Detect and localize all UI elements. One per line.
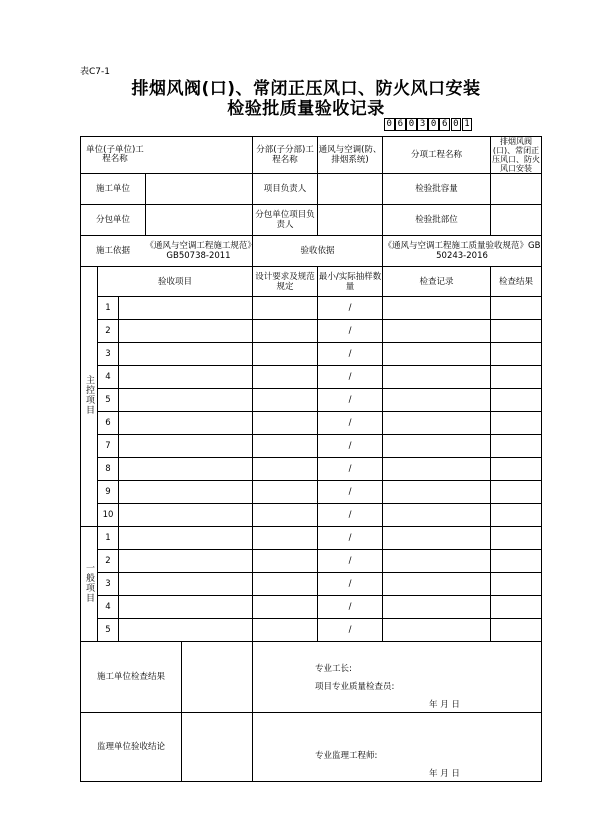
item-cell[interactable] [119, 481, 253, 504]
sample-cell[interactable]: / [318, 504, 383, 527]
table-row [81, 366, 542, 389]
record-cell[interactable] [383, 435, 491, 458]
item-cell[interactable] [119, 320, 253, 343]
record-cell[interactable] [383, 504, 491, 527]
acceptance-basis-label: 验收依据 [253, 236, 383, 267]
result-cell[interactable] [491, 619, 542, 642]
row-number: 1 [98, 527, 119, 550]
design-cell[interactable] [253, 320, 318, 343]
contractor-label: 施工单位 [95, 184, 130, 194]
batch-capacity-label: 检验批容量 [383, 174, 491, 205]
supervisor-check-row [81, 713, 542, 782]
record-cell[interactable] [383, 297, 491, 320]
record-cell[interactable] [383, 527, 491, 550]
item-cell[interactable] [119, 619, 253, 642]
code-digit: 0 [428, 118, 439, 131]
code-digit: 0 [406, 118, 417, 131]
sample-cell[interactable]: / [318, 527, 383, 550]
date-label: 年 月 日 [429, 700, 460, 710]
design-cell[interactable] [253, 343, 318, 366]
table-row [81, 435, 542, 458]
table-row [81, 389, 542, 412]
result-cell[interactable] [491, 435, 542, 458]
unit-name-label: 单位(子单位)工程名称 [81, 137, 253, 174]
pm-label: 项目负责人 [253, 174, 318, 205]
code-digit: 1 [462, 118, 473, 131]
table-row [81, 504, 542, 527]
design-cell[interactable] [253, 619, 318, 642]
design-cell[interactable] [253, 389, 318, 412]
design-cell[interactable] [253, 596, 318, 619]
item-cell[interactable] [119, 412, 253, 435]
page-subtitle: 检验批质量验收记录 [227, 99, 385, 119]
signature-area[interactable] [253, 713, 542, 782]
sample-cell[interactable]: / [318, 343, 383, 366]
item-cell[interactable] [119, 435, 253, 458]
basis-value: 《通风与空调工程施工规范》GB50738-2011 [145, 241, 252, 261]
row-number: 10 [98, 504, 119, 527]
item-cell[interactable] [119, 573, 253, 596]
result-cell[interactable] [491, 481, 542, 504]
design-cell[interactable] [253, 458, 318, 481]
inspection-form [80, 136, 542, 782]
sub-pm-value[interactable] [318, 205, 383, 236]
result-cell[interactable] [491, 458, 542, 481]
sample-cell[interactable]: / [318, 619, 383, 642]
row-number: 5 [98, 619, 119, 642]
contractor-check-label: 施工单位检查结果 [96, 672, 165, 682]
sample-cell[interactable]: / [318, 435, 383, 458]
inspector-label: 项目专业质量检查员: [315, 682, 395, 692]
engineer-label: 专业监理工程师: [315, 751, 378, 761]
sample-cell[interactable]: / [318, 458, 383, 481]
page-title: 排烟风阀(口)、常闭正压风口、防火风口安装 [131, 79, 481, 99]
sample-cell[interactable]: / [318, 389, 383, 412]
row-number: 8 [98, 458, 119, 481]
contractor-row [81, 174, 253, 205]
row-number: 3 [98, 343, 119, 366]
col-record: 检查记录 [383, 267, 491, 297]
col-result: 检查结果 [491, 267, 542, 297]
batch-location-label: 检验批部位 [383, 205, 491, 236]
result-cell[interactable] [491, 389, 542, 412]
result-cell[interactable] [491, 343, 542, 366]
row-number: 9 [98, 481, 119, 504]
code-digit: 6 [395, 118, 406, 131]
result-cell[interactable] [491, 366, 542, 389]
item-cell[interactable] [119, 343, 253, 366]
design-cell[interactable] [253, 573, 318, 596]
contractor-value[interactable] [145, 174, 252, 204]
design-cell[interactable] [253, 550, 318, 573]
record-cell[interactable] [383, 366, 491, 389]
table-row [81, 320, 542, 343]
table-row [81, 458, 542, 481]
row-number: 2 [98, 550, 119, 573]
result-cell[interactable] [491, 573, 542, 596]
contractor-check-row [81, 642, 542, 713]
record-cell[interactable] [383, 573, 491, 596]
record-cell[interactable] [383, 343, 491, 366]
record-cell[interactable] [383, 412, 491, 435]
signature-area[interactable] [253, 642, 542, 713]
row-number: 6 [98, 412, 119, 435]
col-item: 验收项目 [98, 267, 253, 297]
design-cell[interactable] [253, 435, 318, 458]
subitem-value[interactable]: 排烟风阀(口)、常闭正压风口、防火风口安装 [492, 137, 541, 173]
table-row [81, 297, 542, 320]
col-sample: 最小/实际抽样数量 [318, 267, 383, 297]
subcontractor-label: 分包单位 [95, 215, 130, 225]
item-cell[interactable] [119, 504, 253, 527]
table-row [81, 619, 542, 642]
design-cell[interactable] [253, 297, 318, 320]
basis-label: 施工依据 [95, 246, 130, 256]
record-cell[interactable] [383, 481, 491, 504]
foreman-label: 专业工长: [315, 664, 352, 674]
row-number: 3 [98, 573, 119, 596]
item-cell[interactable] [119, 297, 253, 320]
record-cell[interactable] [383, 458, 491, 481]
record-cell[interactable] [383, 619, 491, 642]
record-cell[interactable] [383, 550, 491, 573]
result-cell[interactable] [491, 527, 542, 550]
sample-cell[interactable]: / [318, 297, 383, 320]
design-cell[interactable] [253, 527, 318, 550]
sample-cell[interactable]: / [318, 320, 383, 343]
division-value[interactable]: 通风与空调(防、排烟系统) [318, 137, 383, 174]
subcontractor-value[interactable] [145, 205, 252, 235]
result-cell[interactable] [491, 596, 542, 619]
main-group-label: 主控项目 [84, 375, 94, 415]
result-cell[interactable] [491, 297, 542, 320]
result-cell[interactable] [491, 412, 542, 435]
general-group-label: 一般项目 [84, 562, 94, 603]
design-cell[interactable] [253, 366, 318, 389]
row-number: 4 [98, 366, 119, 389]
acceptance-basis-value: 《通风与空调工程施工质量验收规范》GB 50243-2016 [383, 236, 542, 267]
pm-value[interactable] [318, 174, 383, 205]
design-cell[interactable] [253, 412, 318, 435]
code-digit: 6 [439, 118, 450, 131]
row-number: 5 [98, 389, 119, 412]
division-label: 分部(子分部)工程名称 [253, 137, 318, 174]
row-number: 1 [98, 297, 119, 320]
item-cell[interactable] [119, 550, 253, 573]
basis-row [81, 236, 253, 267]
form-number: 表C7-1 [80, 67, 110, 77]
code-digit: 0 [451, 118, 462, 131]
row-number: 7 [98, 435, 119, 458]
table-row [81, 573, 542, 596]
record-cell[interactable] [383, 389, 491, 412]
code-digit: 0 [384, 118, 395, 131]
col-design: 设计要求及规范规定 [253, 267, 318, 297]
subcontractor-row [81, 205, 253, 236]
sample-cell[interactable]: / [318, 366, 383, 389]
item-cell[interactable] [119, 366, 253, 389]
code-digit: 3 [417, 118, 428, 131]
item-cell[interactable] [119, 596, 253, 619]
batch-location-value[interactable] [491, 205, 542, 236]
record-cell[interactable] [383, 596, 491, 619]
sample-cell[interactable]: / [318, 573, 383, 596]
supervisor-check-label: 监理单位验收结论 [96, 742, 165, 752]
design-cell[interactable] [253, 481, 318, 504]
sample-cell[interactable]: / [318, 412, 383, 435]
item-cell[interactable] [119, 527, 253, 550]
sub-pm-label: 分包单位项目负责人 [253, 205, 318, 236]
record-cell[interactable] [383, 320, 491, 343]
row-number: 2 [98, 320, 119, 343]
batch-capacity-value[interactable] [491, 174, 542, 205]
date-label: 年 月 日 [429, 769, 460, 779]
table-row [81, 481, 542, 504]
design-cell[interactable] [253, 504, 318, 527]
item-cell[interactable] [119, 389, 253, 412]
table-row [81, 343, 542, 366]
table-row [81, 596, 542, 619]
row-number: 4 [98, 596, 119, 619]
table-row [81, 550, 542, 573]
subitem-label: 分项工程名称 [383, 137, 491, 174]
table-row [81, 412, 542, 435]
result-cell[interactable] [491, 504, 542, 527]
sample-cell[interactable]: / [318, 596, 383, 619]
form-code [384, 118, 473, 131]
result-cell[interactable] [491, 320, 542, 343]
table-row [81, 527, 542, 550]
item-cell[interactable] [119, 458, 253, 481]
result-cell[interactable] [491, 550, 542, 573]
sample-cell[interactable]: / [318, 481, 383, 504]
sample-cell[interactable]: / [318, 550, 383, 573]
